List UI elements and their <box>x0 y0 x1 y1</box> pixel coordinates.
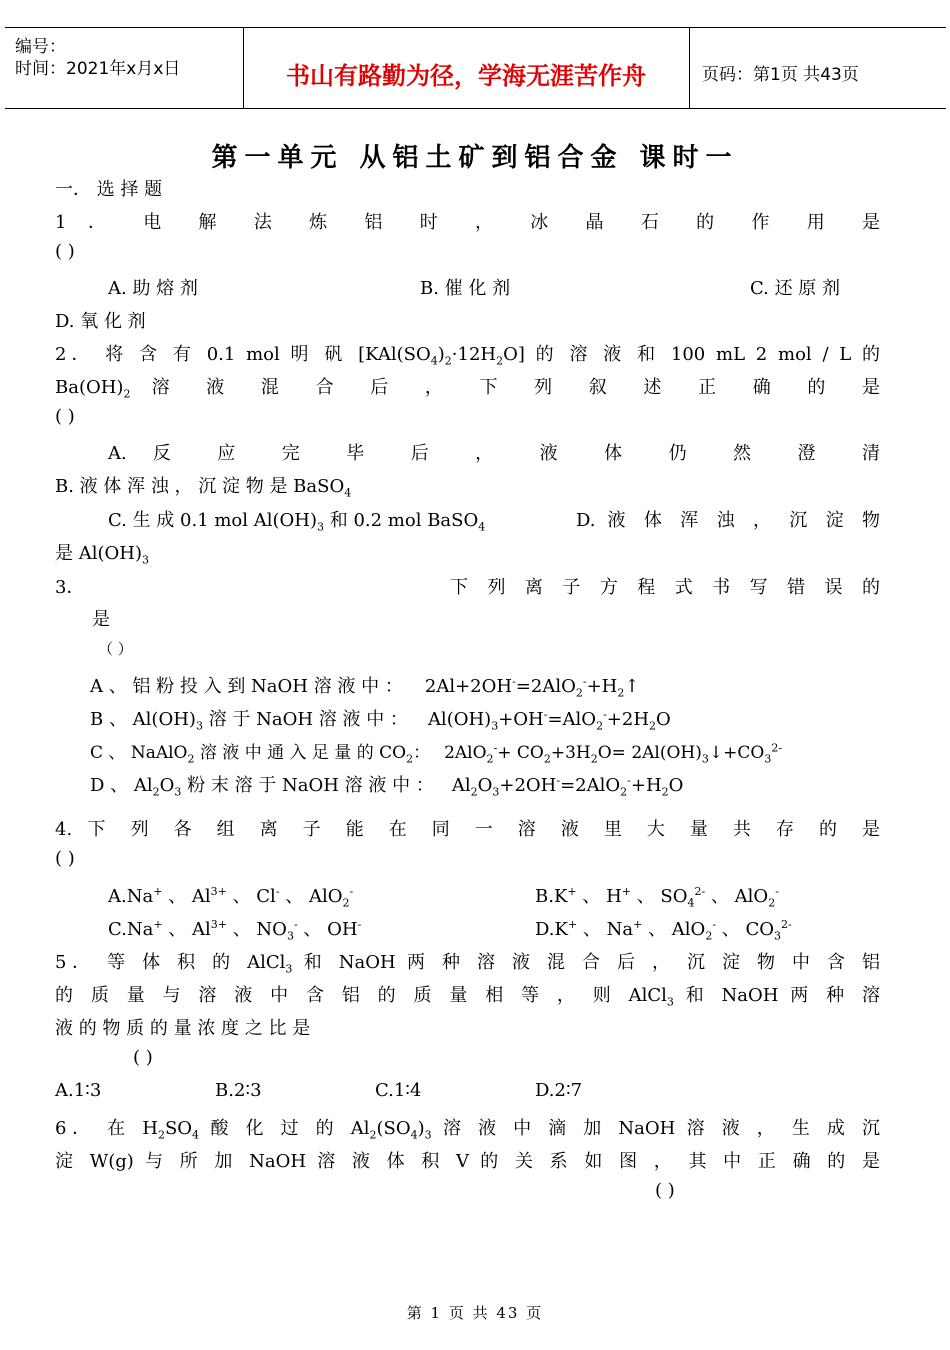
page-header <box>5 27 946 109</box>
question-6-stem-line-1: 6． 在 $H_2SO_4$ 酸 化 过 的 $Al_2(SO_4)_3$ 溶 液 中 滴 加 NaOH 溶 液 ， 生 成 沉 <box>55 1118 880 1142</box>
question-4-stem: 4. 下 列 各 组 离 子 能 在 同 一 溶 液 里 大 量 共 存 的 是 <box>55 819 880 840</box>
question-5-stem-line-2: 的 质 量 与 溶 液 中 含 铝 的 质 量 相 等 ， 则 AlCl$_3$ 和 NaOH 两 种 溶 <box>55 985 880 1009</box>
question-2-stem-line-2: $Ba(OH)_2$ 溶 液 混 合 后 ， 下 列 叙 述 正 确 的 是 <box>55 377 880 401</box>
section-heading: 一． 选 择 题 <box>55 179 163 200</box>
question-3-option-d: D 、 $Al_2O_3$ 粉 末 溶 于 NaOH 溶 液 中 ： $Al_2O_3+2OH^-=2AlO_2^-+H_2O$ <box>90 774 684 799</box>
question-3-option-a: A 、 铝 粉 投 入 到 NaOH 溶 液 中 ： $2Al+2OH^-=2AlO_2^-+H_2↑$ <box>90 675 640 700</box>
question-5-answer-blank: ( ) <box>133 1047 153 1068</box>
header-page-indicator: 页码：第1页 共43页 <box>702 65 859 85</box>
question-2-answer-blank: ( ) <box>55 406 75 427</box>
question-6-stem-line-2: 淀 W(g) 与 所 加 NaOH 溶 液 体 积 V 的 关 系 如 图 ， 其 中 正 确 的 是 <box>55 1151 880 1172</box>
question-5-stem-line-3: 液 的 物 质 的 量 浓 度 之 比 是 <box>55 1018 311 1039</box>
question-3-option-c: C 、 NaAlO$_2$ 溶 液 中 通 入 足 量 的 $CO_2$： $2AlO_2^-+ CO_2+3H_2O=$ $2Al(OH)_3↓+CO_3^{2-}$ <box>90 741 783 766</box>
question-5-option-b: B.2∶3 <box>215 1080 262 1101</box>
question-4-option-b: B.K+ 、 H+ 、 $SO_4^{2-}$ 、 AlO$_2$- <box>535 885 779 910</box>
question-1-option-d: D. 氧 化 剂 <box>55 311 146 332</box>
question-1-stem: 1 ． 电 解 法 炼 铝 时 ， 冰 晶 石 的 作 用 是 <box>55 212 880 233</box>
question-5-option-c: C.1∶4 <box>375 1080 422 1101</box>
document-time-label: 时间：2021年x月x日 <box>15 59 181 79</box>
question-3-stem: 下 列 离 子 方 程 式 书 写 错 误 的 <box>450 577 880 598</box>
header-motto: 书山有路勤为径，学海无涯苦作舟 <box>286 62 646 90</box>
header-right-cell <box>690 28 946 108</box>
question-5-stem-line-1: 5． 等 体 积 的 AlCl$_3$ 和 NaOH 两 种 溶 液 混 合 后 ， 沉 淀 物 中 含 铝 <box>55 952 880 976</box>
page-footer: 第 1 页 共 43 页 <box>406 1304 544 1322</box>
question-2-option-b: B. 液 体 浑 浊 ， 沉 淀 物 是 BaSO$_4$ <box>55 476 352 500</box>
question-1-option-b: B. 催 化 剂 <box>420 278 511 299</box>
question-1-option-a: A. 助 熔 剂 <box>108 278 198 299</box>
question-4-option-d: D.K+ 、 Na+ 、 AlO$_2$- 、 $CO_3^{2-}$ <box>535 918 792 943</box>
question-2-stem-line-1: 2． 将 含 有 0.1 mol 明 矾 $[KAl(SO_4)_2\cdot 12H_2O]$ 的 溶 液 和 100 mL 2 mol / L 的 <box>55 344 880 368</box>
question-2-option-d: D. 液 体 浑 浊 ， 沉 淀 物 <box>576 510 880 531</box>
question-4-option-a: A.Na+ 、 $Al^{3+}$ 、 Cl- 、 AlO$_2$- <box>108 885 354 910</box>
question-5-option-d: D.2∶7 <box>535 1080 583 1101</box>
question-2-option-d-continued: 是 $Al(OH)_3$ <box>55 543 149 567</box>
question-3-option-b: B 、 $Al(OH)_3$ 溶 于 NaOH 溶 液 中 ： $Al(OH)_3+OH^-=AlO_2^-+2H_2O$ <box>90 708 671 733</box>
page-title: 第一单元 从铝土矿到铝合金 课时一 <box>211 143 739 173</box>
question-3-stem-continued: 是 <box>92 609 110 630</box>
question-3-number: 3． <box>55 577 85 598</box>
question-6-answer-blank: ( ) <box>655 1180 675 1201</box>
document-number-label: 编号： <box>15 37 66 57</box>
question-5-option-a: A.1∶3 <box>55 1080 102 1101</box>
question-4-answer-blank: ( ) <box>55 848 75 869</box>
header-left-cell <box>5 28 244 108</box>
question-1-option-c: C. 还 原 剂 <box>750 278 841 299</box>
question-1-answer-blank: ( ) <box>55 241 75 262</box>
header-middle-cell <box>243 28 690 108</box>
question-4-option-c: C.Na+ 、 $Al^{3+}$ 、 $NO_3^-$ 、 OH- <box>108 918 362 943</box>
question-2-option-c: C. 生 成 0.1 mol $Al(OH)_3$ 和 0.2 mol BaSO$_4$ <box>108 510 486 534</box>
question-2-option-a: A. 反 应 完 毕 后 ， 液 体 仍 然 澄 清 <box>108 443 880 464</box>
question-3-answer-blank: （ ） <box>98 640 133 658</box>
